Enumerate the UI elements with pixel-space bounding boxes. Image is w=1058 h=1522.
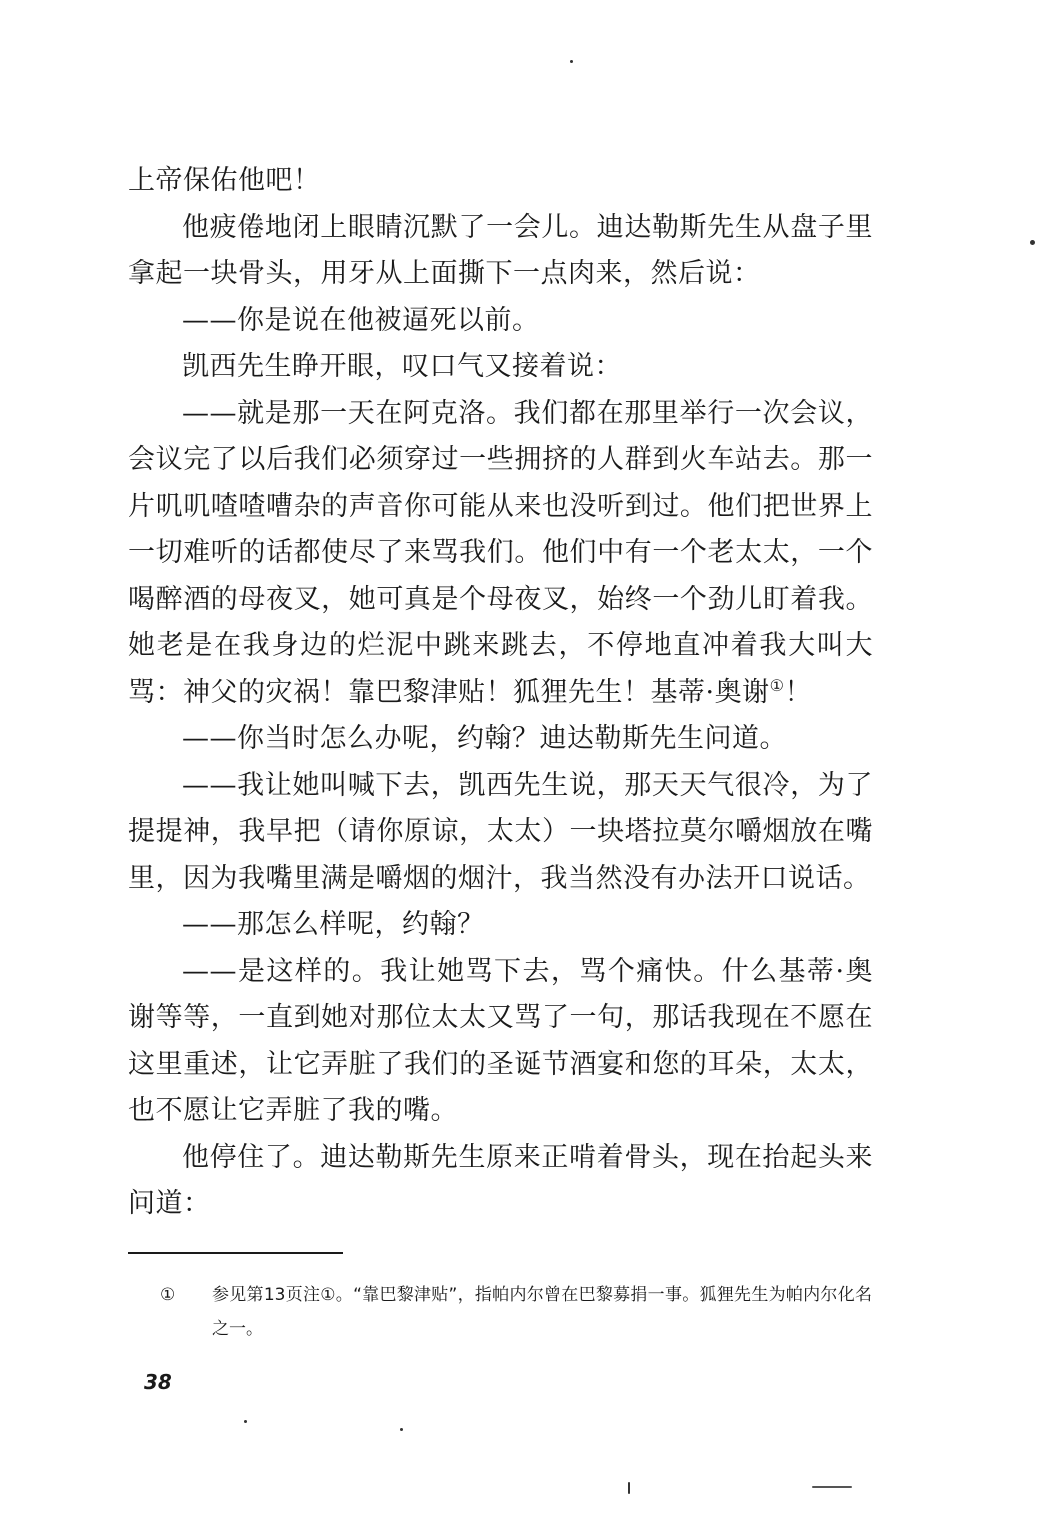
paragraph: ——我让她叫喊下去，凯西先生说，那天天气很冷，为了提提神，我早把（请你原谅，太太）一块塔拉莫尔嚼烟放在嘴里，因为我嘴里满是嚼烟的烟汁，我当然没有办法开口说话。 <box>128 769 873 894</box>
paragraph: 凯西先生睁开眼，叹口气又接着说： <box>182 351 622 382</box>
scan-speck <box>1030 240 1035 245</box>
footnote-reference[interactable]: ① <box>769 675 785 695</box>
footnote-text: 参见第13页注①。“靠巴黎津贴”，指帕内尔曾在巴黎募捐一事。狐狸先生为帕内尔化名之一。 <box>212 1285 872 1339</box>
paragraph-with-footnote <box>128 391 873 717</box>
paragraph: ——你是说在他被逼死以前。 <box>182 304 540 336</box>
footnote <box>160 1278 872 1346</box>
scan-speck <box>400 1428 403 1431</box>
footnote-divider <box>128 1252 343 1254</box>
paragraph-text: ——就是那一天在阿克洛。我们都在那里举行一次会议，会议完了以后我们必须穿过一些拥挤的人群到火车站去。那一片叽叽喳喳嘈杂的声音你可能从来也没听到过。他们把世界上一切难听的话都使尽了来骂我们。他们中有一个老太太，一个喝醉酒的母夜叉，她可真是个母夜叉，始终一个劲儿盯着我。她老是在我身边的烂泥中跳来跳去，不停地直冲着我大叫大骂：神父的灾祸！靠巴黎津贴！狐狸先生！基蒂·奥谢 <box>128 397 873 708</box>
paragraph: 上帝保佑他吧！ <box>128 165 321 196</box>
scan-speck <box>570 60 573 63</box>
scan-speck <box>812 1486 852 1488</box>
footnote-marker: ① <box>160 1285 176 1305</box>
page-number: 38 <box>144 1370 172 1394</box>
paragraph: ——是这样的。我让她骂下去，骂个痛快。什么基蒂·奥谢等等，一直到她对那位太太又骂了一句，那话我现在不愿在这里重述，让它弄脏了我们的圣诞节酒宴和您的耳朵，太太，也不愿让它弄脏了我的嘴。 <box>128 955 873 1126</box>
scan-speck <box>244 1420 247 1423</box>
paragraph: ——那怎么样呢，约翰？ <box>182 909 485 940</box>
scan-speck <box>628 1482 630 1494</box>
paragraph-tail: ！ <box>784 676 812 708</box>
paragraph: 他停住了。迪达勒斯先生原来正啃着骨头，现在抬起头来问道： <box>128 1141 873 1219</box>
paragraph: ——你当时怎么办呢，约翰？迪达勒斯先生问道。 <box>182 723 787 754</box>
main-text <box>128 158 873 1228</box>
paragraph: 他疲倦地闭上眼睛沉默了一会儿。迪达勒斯先生从盘子里拿起一块骨头，用牙从上面撕下一点肉来，然后说： <box>128 211 873 289</box>
